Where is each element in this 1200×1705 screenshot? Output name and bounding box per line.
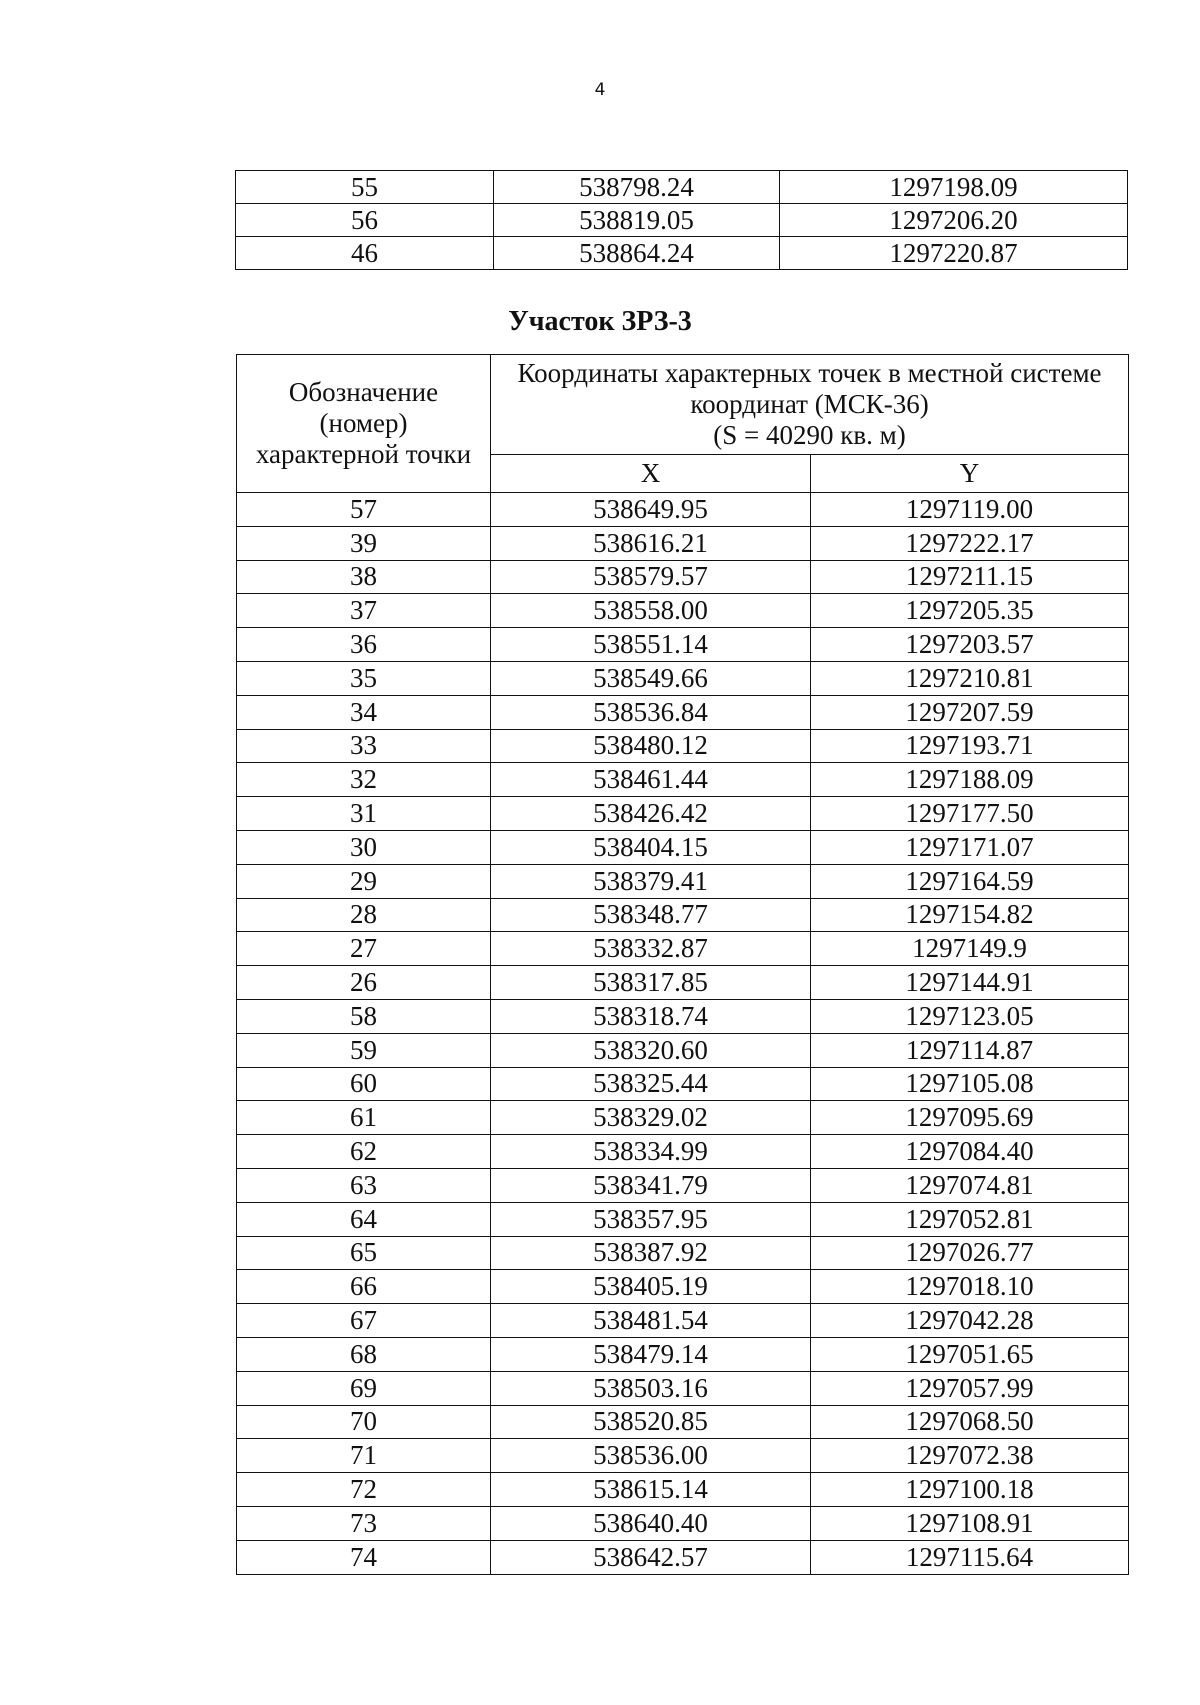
point-number-cell: 72 [237,1473,491,1507]
x-coordinate-cell: 538317.85 [491,966,811,1000]
x-coordinate-cell: 538480.12 [491,729,811,763]
point-number-cell: 55 [236,171,494,204]
x-coordinate-cell: 538551.14 [491,628,811,662]
y-header: Y [811,455,1129,493]
point-number-cell: 71 [237,1439,491,1473]
y-coordinate-cell: 1297042.28 [811,1304,1129,1338]
y-coordinate-cell: 1297207.59 [811,695,1129,729]
point-number-cell: 27 [237,932,491,966]
point-number-cell: 70 [237,1405,491,1439]
x-coordinate-cell: 538616.21 [491,526,811,560]
x-coordinate-cell: 538348.77 [491,898,811,932]
x-coordinate-cell: 538642.57 [491,1540,811,1574]
y-coordinate-cell: 1297072.38 [811,1439,1129,1473]
point-number-cell: 65 [237,1236,491,1270]
coords-header-line-2: координат (МСК-36) [690,388,929,419]
x-coordinate-cell: 538615.14 [491,1473,811,1507]
x-coordinate-cell: 538481.54 [491,1304,811,1338]
table-row [237,560,1129,594]
y-coordinate-cell: 1297100.18 [811,1473,1129,1507]
x-coordinate-cell: 538536.00 [491,1439,811,1473]
y-coordinate-cell: 1297205.35 [811,594,1129,628]
x-coordinate-cell: 538558.00 [491,594,811,628]
y-coordinate-cell: 1297164.59 [811,864,1129,898]
x-coordinate-cell: 538536.84 [491,695,811,729]
coords-header-line-3: (S = 40290 кв. м) [713,420,906,451]
table-row [237,661,1129,695]
y-coordinate-cell: 1297211.15 [811,560,1129,594]
table-header [237,355,1129,493]
table-row [237,830,1129,864]
x-coordinate-cell: 538379.41 [491,864,811,898]
y-coordinate-cell: 1297051.65 [811,1337,1129,1371]
x-coordinate-cell: 538426.42 [491,797,811,831]
y-coordinate-cell: 1297210.81 [811,661,1129,695]
x-coordinate-cell: 538503.16 [491,1371,811,1405]
point-number-cell: 37 [237,594,491,628]
point-number-cell: 62 [237,1135,491,1169]
table-row [237,1473,1129,1507]
y-coordinate-cell: 1297095.69 [811,1101,1129,1135]
y-coordinate-cell: 1297177.50 [811,797,1129,831]
y-coordinate-cell: 1297026.77 [811,1236,1129,1270]
point-number-cell: 69 [237,1371,491,1405]
table-row [237,864,1129,898]
table-row [237,1236,1129,1270]
x-coordinate-cell: 538318.74 [491,999,811,1033]
x-coordinate-cell: 538579.57 [491,560,811,594]
y-coordinate-cell: 1297105.08 [811,1067,1129,1101]
x-coordinate-cell: 538387.92 [491,1236,811,1270]
y-coordinate-cell: 1297203.57 [811,628,1129,662]
point-number-cell: 63 [237,1168,491,1202]
y-coordinate-cell: 1297074.81 [811,1168,1129,1202]
point-header-line-3: характерной точки [255,439,472,470]
point-header-line-2: (номер) [319,407,408,438]
table-row [237,493,1129,527]
y-coordinate-cell: 1297123.05 [811,999,1129,1033]
table-row [237,729,1129,763]
table-row [237,1405,1129,1439]
point-number-cell: 60 [237,1067,491,1101]
table-row [237,1067,1129,1101]
table-row [237,1168,1129,1202]
table-row [236,171,1128,204]
y-coordinate-cell: 1297220.87 [780,237,1128,270]
table-row [237,1033,1129,1067]
coordinates-table [236,354,1129,1575]
y-coordinate-cell: 1297206.20 [780,204,1128,237]
table-row [237,797,1129,831]
y-coordinate-cell: 1297018.10 [811,1270,1129,1304]
point-number-cell: 39 [237,526,491,560]
y-coordinate-cell: 1297193.71 [811,729,1129,763]
table-row [237,898,1129,932]
coords-header-line-1: Координаты характерных точек в местной системе [517,357,1102,388]
point-number-cell: 68 [237,1337,491,1371]
point-number-cell: 57 [237,493,491,527]
x-coordinate-cell: 538864.24 [494,237,780,270]
table-row [237,628,1129,662]
table-row [237,999,1129,1033]
y-coordinate-cell: 1297119.00 [811,493,1129,527]
table-row [237,1135,1129,1169]
y-coordinate-cell: 1297154.82 [811,898,1129,932]
y-coordinate-cell: 1297198.09 [780,171,1128,204]
point-number-cell: 66 [237,1270,491,1304]
point-number-cell: 61 [237,1101,491,1135]
y-coordinate-cell: 1297171.07 [811,830,1129,864]
x-coordinate-cell: 538649.95 [491,493,811,527]
table-row [237,1439,1129,1473]
point-number-cell: 73 [237,1506,491,1540]
point-number-cell: 33 [237,729,491,763]
table-row [237,1506,1129,1540]
page-number: 4 [594,80,606,100]
point-number-cell: 35 [237,661,491,695]
y-coordinate-cell: 1297057.99 [811,1371,1129,1405]
y-coordinate-cell: 1297188.09 [811,763,1129,797]
point-header-cell [237,355,491,493]
point-number-cell: 74 [237,1540,491,1574]
y-coordinate-cell: 1297144.91 [811,966,1129,1000]
point-number-cell: 46 [236,237,494,270]
top-table-body [236,171,1128,270]
x-coordinate-cell: 538640.40 [491,1506,811,1540]
x-coordinate-cell: 538404.15 [491,830,811,864]
y-coordinate-cell: 1297149.9 [811,932,1129,966]
point-number-cell: 38 [237,560,491,594]
table-row [237,695,1129,729]
table-row [237,1371,1129,1405]
table-row [236,204,1128,237]
point-number-cell: 28 [237,898,491,932]
point-number-cell: 29 [237,864,491,898]
point-number-cell: 67 [237,1304,491,1338]
table-row [237,966,1129,1000]
section-title: Участок ЗРЗ-3 [508,306,692,337]
x-coordinate-cell: 538325.44 [491,1067,811,1101]
table-row [236,237,1128,270]
table-body [237,493,1129,1575]
table-row [237,1270,1129,1304]
x-coordinate-cell: 538819.05 [494,204,780,237]
table-row [237,1337,1129,1371]
point-number-cell: 34 [237,695,491,729]
y-coordinate-cell: 1297084.40 [811,1135,1129,1169]
point-number-cell: 58 [237,999,491,1033]
point-number-cell: 26 [237,966,491,1000]
y-coordinate-cell: 1297052.81 [811,1202,1129,1236]
x-coordinate-cell: 538332.87 [491,932,811,966]
y-coordinate-cell: 1297115.64 [811,1540,1129,1574]
point-number-cell: 56 [236,204,494,237]
coords-header-cell [491,355,1129,455]
table-row [237,1202,1129,1236]
table-row [237,594,1129,628]
table-row [237,1101,1129,1135]
point-number-cell: 59 [237,1033,491,1067]
table-row [237,526,1129,560]
table-row [237,932,1129,966]
point-number-cell: 32 [237,763,491,797]
table-row [237,1304,1129,1338]
table-row [237,1540,1129,1574]
x-coordinate-cell: 538405.19 [491,1270,811,1304]
x-coordinate-cell: 538334.99 [491,1135,811,1169]
y-coordinate-cell: 1297114.87 [811,1033,1129,1067]
x-header: X [491,455,811,493]
x-coordinate-cell: 538461.44 [491,763,811,797]
x-coordinate-cell: 538357.95 [491,1202,811,1236]
x-coordinate-cell: 538798.24 [494,171,780,204]
point-number-cell: 31 [237,797,491,831]
point-number-cell: 30 [237,830,491,864]
y-coordinate-cell: 1297068.50 [811,1405,1129,1439]
top-coordinates-table [235,170,1128,270]
x-coordinate-cell: 538320.60 [491,1033,811,1067]
y-coordinate-cell: 1297108.91 [811,1506,1129,1540]
x-coordinate-cell: 538341.79 [491,1168,811,1202]
x-coordinate-cell: 538329.02 [491,1101,811,1135]
y-coordinate-cell: 1297222.17 [811,526,1129,560]
point-number-cell: 36 [237,628,491,662]
x-coordinate-cell: 538479.14 [491,1337,811,1371]
x-coordinate-cell: 538549.66 [491,661,811,695]
table-row [237,763,1129,797]
x-coordinate-cell: 538520.85 [491,1405,811,1439]
point-number-cell: 64 [237,1202,491,1236]
point-header-line-1: Обозначение [288,376,439,407]
